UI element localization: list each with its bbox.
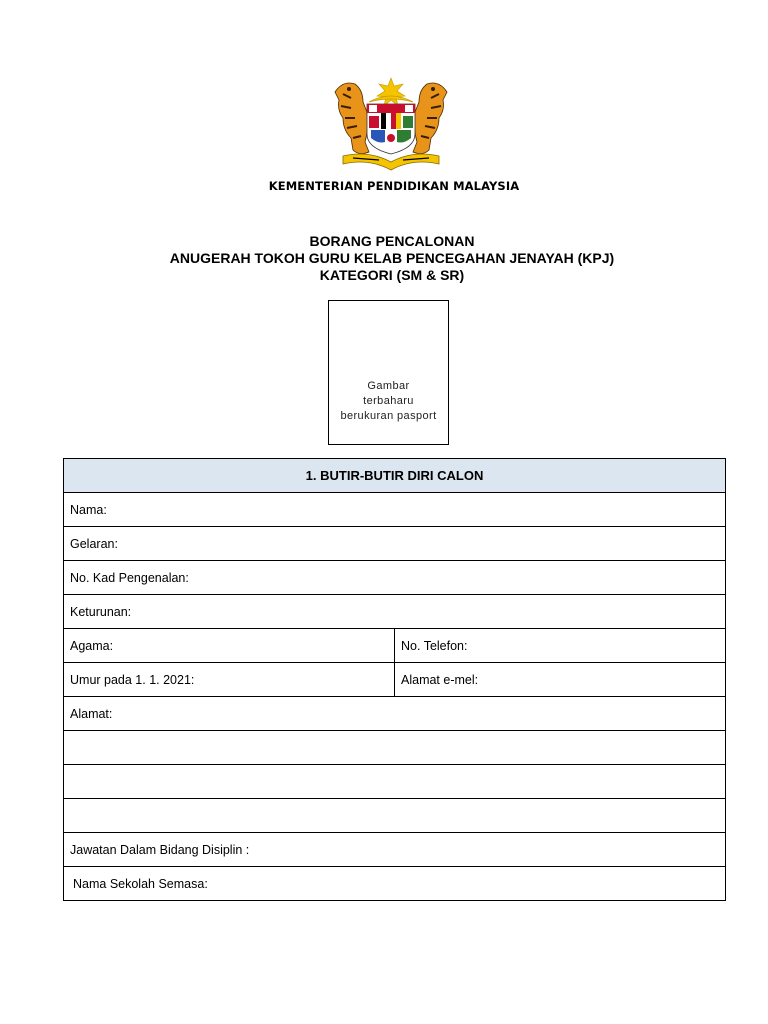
federal-star: [377, 78, 405, 106]
discipline-position-field[interactable]: Jawatan Dalam Bidang Disiplin :: [64, 833, 726, 867]
table-row: [64, 527, 726, 561]
phone-field[interactable]: No. Telefon:: [395, 629, 726, 663]
table-row: [64, 595, 726, 629]
category-title: KATEGORI (SM & SR): [319, 267, 465, 283]
address-line[interactable]: [64, 799, 726, 833]
photo-instruction-line: Gambar: [367, 380, 410, 392]
malaysia-coat-of-arms-logo: [329, 72, 453, 172]
title-field[interactable]: Gelaran:: [64, 527, 726, 561]
ethnicity-field[interactable]: Keturunan:: [64, 595, 726, 629]
motto-scroll: [343, 154, 439, 170]
crescent: [369, 96, 413, 102]
address-line[interactable]: [64, 765, 726, 799]
section-heading: 1. BUTIR-BUTIR DIRI CALON: [64, 459, 726, 493]
form-title-block: [0, 233, 768, 284]
table-row: [64, 731, 726, 765]
ministry-name: KEMENTERIAN PENDIDIKAN MALAYSIA: [268, 179, 520, 193]
table-row: [64, 765, 726, 799]
address-field[interactable]: Alamat:: [64, 697, 726, 731]
award-title: ANUGERAH TOKOH GURU KELAB PENCEGAHAN JENAYAH (KPJ): [169, 250, 615, 266]
address-line[interactable]: [64, 731, 726, 765]
table-row: [64, 629, 726, 663]
left-tiger: [335, 83, 369, 154]
table-row: [64, 561, 726, 595]
table-row: [64, 867, 726, 901]
table-row: [64, 833, 726, 867]
form-title: BORANG PENCALONAN: [309, 233, 475, 249]
table-row: [64, 459, 726, 493]
email-field[interactable]: Alamat e-mel:: [395, 663, 726, 697]
table-row: [64, 697, 726, 731]
table-row: [64, 663, 726, 697]
religion-field[interactable]: Agama:: [64, 629, 395, 663]
shield: [367, 104, 415, 154]
photo-instruction: [329, 379, 448, 424]
age-field[interactable]: Umur pada 1. 1. 2021:: [64, 663, 395, 697]
name-field[interactable]: Nama:: [64, 493, 726, 527]
table-row: [64, 799, 726, 833]
personal-details-table: [63, 458, 726, 901]
photo-placeholder[interactable]: [328, 300, 449, 445]
ic-number-field[interactable]: No. Kad Pengenalan:: [64, 561, 726, 595]
photo-instruction-line: terbaharu: [363, 395, 414, 407]
current-school-field[interactable]: Nama Sekolah Semasa:: [64, 867, 726, 901]
table-row: [64, 493, 726, 527]
right-tiger: [413, 83, 447, 154]
photo-instruction-line: berukuran pasport: [340, 410, 437, 422]
